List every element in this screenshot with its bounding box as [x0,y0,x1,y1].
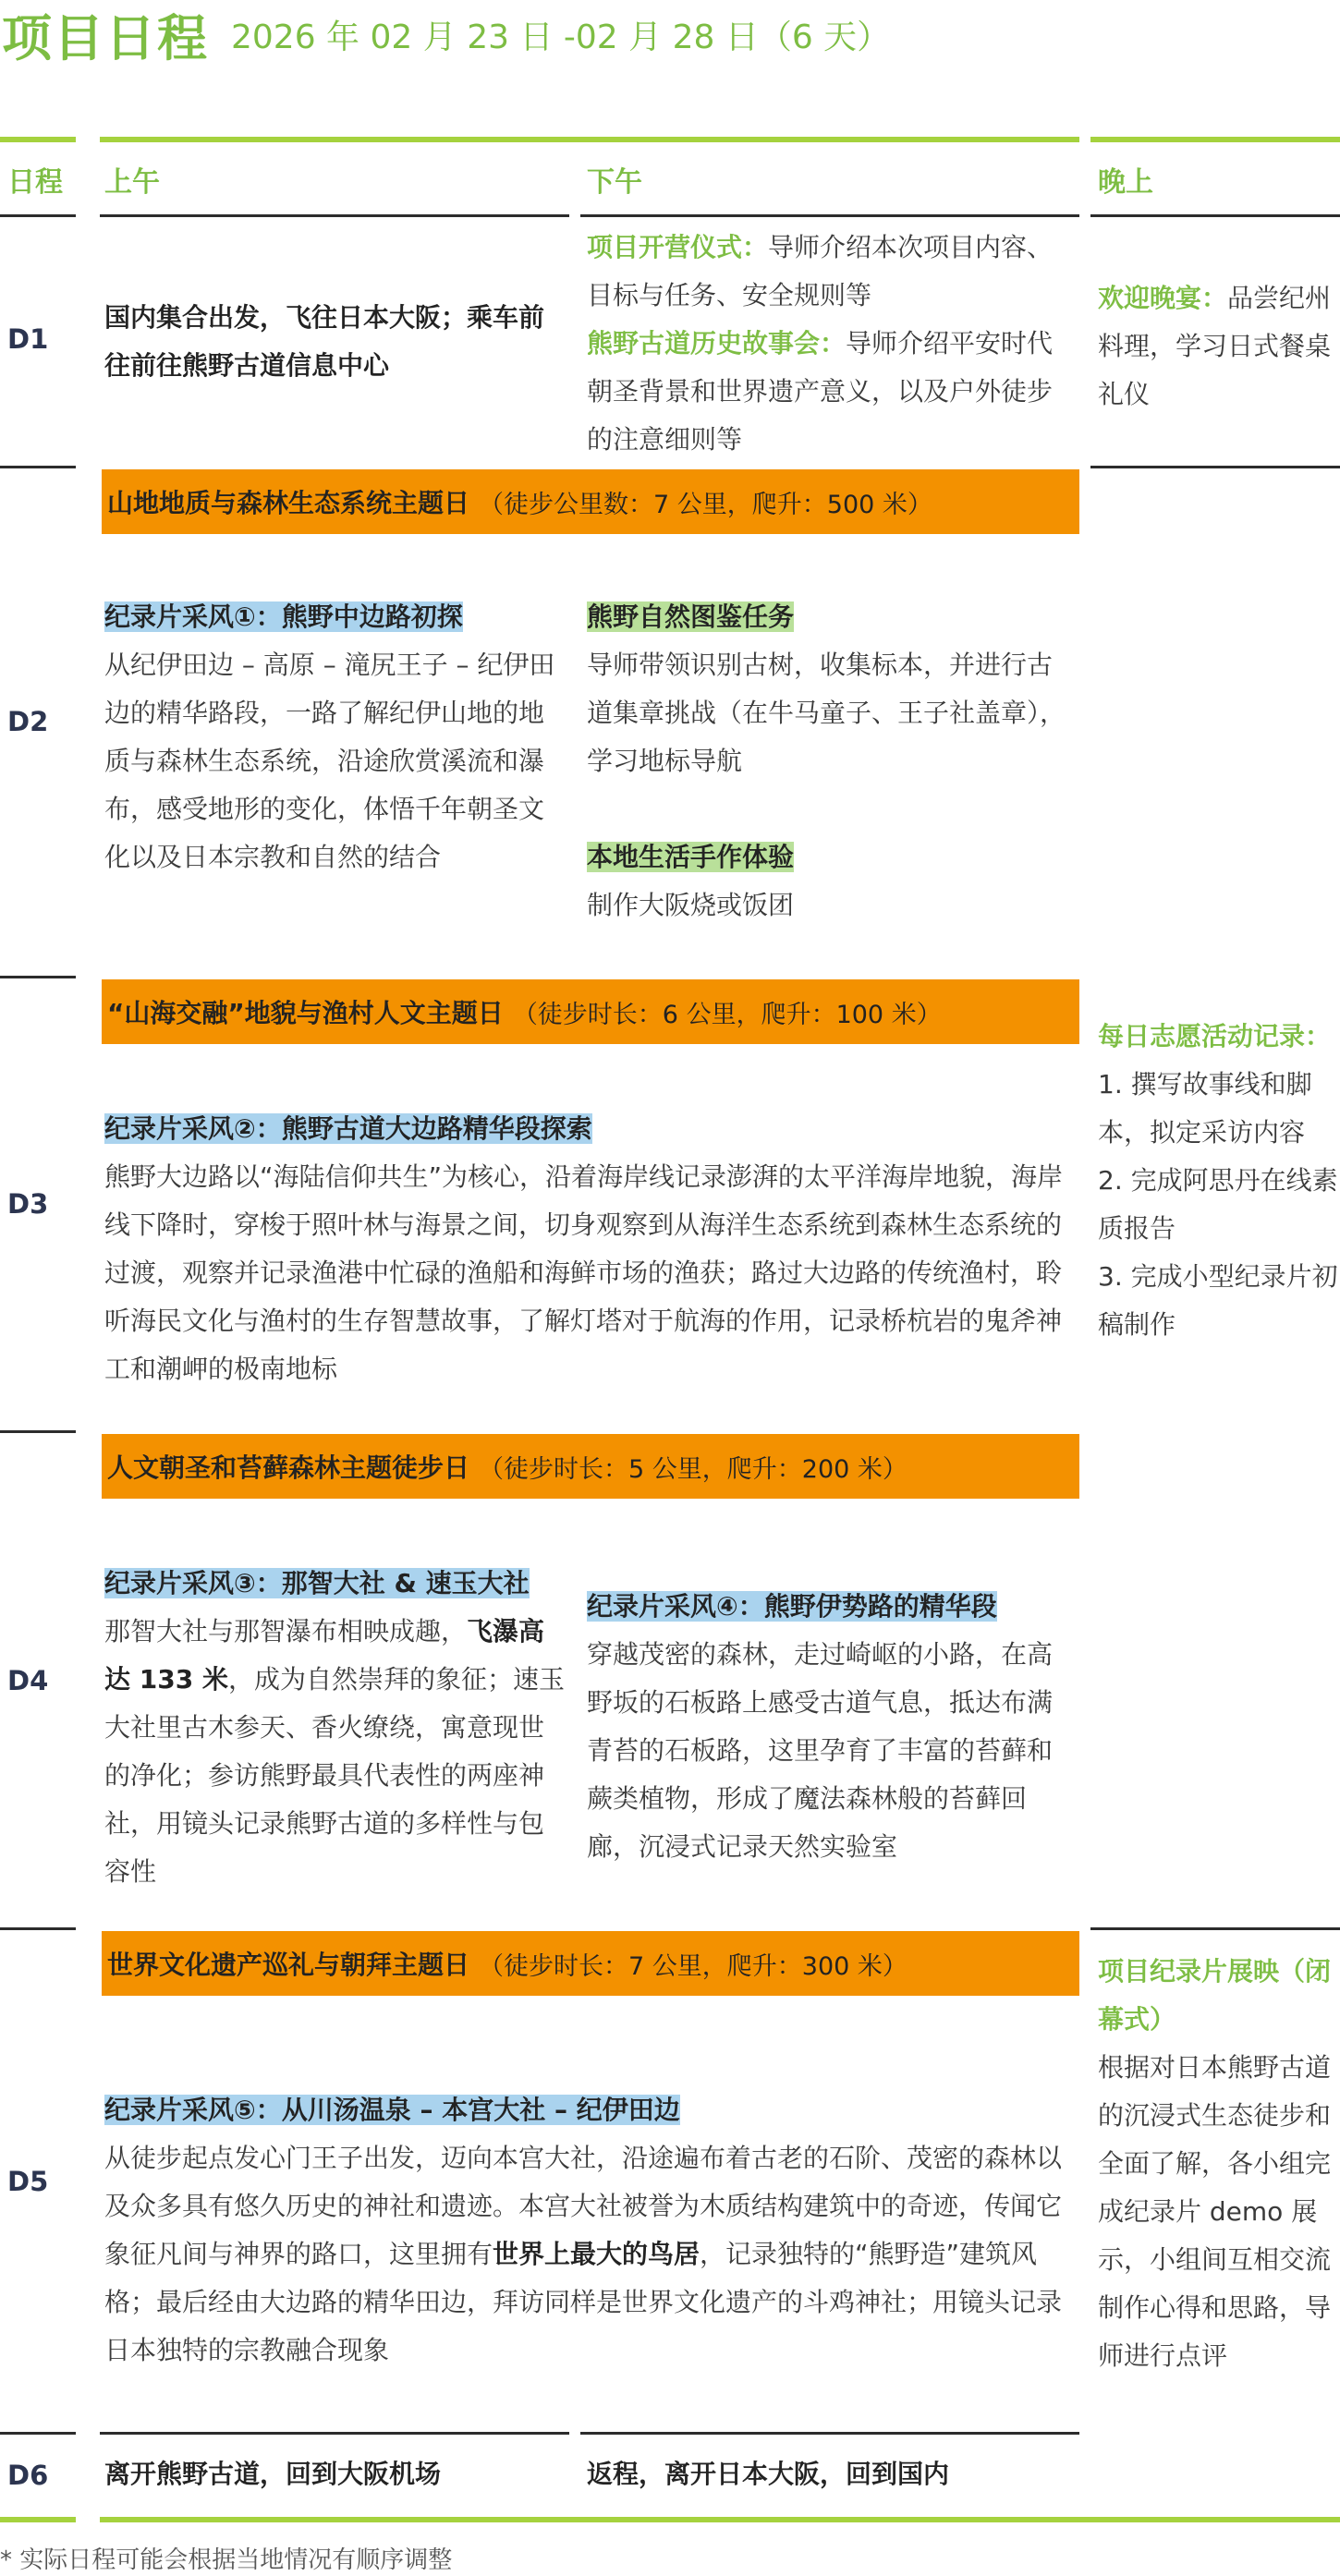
d6-afternoon: 返程，离开日本大阪，回到国内 [587,2459,950,2489]
d1-afternoon-text-2: 导师介绍平安时代朝圣背景和世界遗产意义，以及户外徒步的注意细则等 [587,328,1054,455]
d3-banner-info: （徒步时长：6 公里，爬升：100 米） [512,1000,942,1029]
header-divider [1090,214,1340,217]
d1-afternoon [587,224,1077,464]
screening-title: 项目纪录片展映（闭幕式） [1098,1956,1332,2035]
header-divider [0,214,76,217]
d1-morning-text: 国内集合出发，飞往日本大阪；乘车前往前往熊野古道信息中心 [104,302,545,381]
d4-morning-text-bold: 飞瀑高达 133 米 [104,1616,545,1695]
header-divider [100,214,569,217]
d4-morning [104,1560,566,1896]
d2-afternoon-title-2: 本地生活手作体验 [587,842,795,872]
d4-banner-info: （徒步时长：5 公里，爬升：200 米） [479,1454,908,1484]
d1-afternoon-title-1: 项目开营仪式： [587,232,769,262]
col-header-day: 日程 [7,166,63,199]
d3-activity [104,1105,1079,1393]
page-title: 项目日程 [2,9,209,67]
d5-text-b: ，记录独特的“熊野造”建筑风格；最后经由大边路的精华田边，拜访同样是世界文化遗产的斗鸡神社；用镜头记录日本独特的宗教融合现象 [104,2239,1063,2365]
row-divider [580,2432,1079,2435]
top-rule [0,137,76,142]
day-label: D4 [7,1665,49,1696]
d2-afternoon [587,593,1077,930]
d4-afternoon [587,1583,1077,1871]
d5-banner-title: 世界文化遗产巡礼与朝拜主题日 [107,1950,470,1980]
bottom-rule [0,2517,76,2522]
col-header-evening: 晚上 [1098,166,1153,199]
d4-morning-title: 纪录片采风③：那智大社 & 速玉大社 [104,1568,530,1598]
d5-activity [104,2086,1079,2375]
d2-afternoon-title-1: 熊野自然图鉴任务 [587,601,795,632]
d5-banner-info: （徒步时长：7 公里，爬升：300 米） [479,1951,908,1981]
day-label: D3 [7,1188,49,1220]
volunteer-item-2: 2. 完成阿思丹在线素质报告 [1098,1165,1338,1244]
top-rule [100,137,1079,142]
d2-morning-text: 从纪伊田边 – 高原 – 滝尻王子 – 纪伊田边的精华路段，一路了解纪伊山地的地质与森林生态系统，沿途欣赏溪流和瀑布，感受地形的变化，体悟千年朝圣文化以及日本宗教和自然的结合 [104,650,555,872]
d5-text-a: 从徒步起点发心门王子出发，迈向本宫大社，沿途遍布着古老的石阶、茂密的森林以及众多具有悠久历史的神社和遗迹。本宫大社被誉为木质结构建筑中的奇迹，传闻它象征凡间与神界的路口，这里拥有 [104,2143,1063,2269]
d3-text: 熊野大边路以“海陆信仰共生”为核心，沿着海岸线记录澎湃的太平洋海岸地貌，海岸线下降时，穿梭于照叶林与海景之间，切身观察到从海洋生态系统到森林生态系统的过渡，观察并记录渔港中忙碌的渔船和海鲜市场的渔获；路过大边路的传统渔村，聆听海民文化与渔村的生存智慧故事，了解灯塔对于航海的作用，记录桥杭岩的鬼斧神工和潮岬的极南地标 [104,1161,1064,1384]
d2-afternoon-text-1: 导师带领识别古树，收集标本，并进行古道集章挑战（在牛马童子、王子社盖章），学习地标导航 [587,650,1066,776]
d4-banner-title: 人文朝圣和苔藓森林主题徒步日 [107,1452,470,1483]
date-range: 2026 年 02 月 23 日 -02 月 28 日（6 天） [231,18,891,56]
d2-banner-info: （徒步公里数：7 公里，爬升：500 米） [479,490,932,519]
d6-morning: 离开熊野古道，回到大阪机场 [104,2459,442,2489]
volunteer-record [1098,1013,1338,1349]
d4-afternoon-title: 纪录片采风④：熊野伊势路的精华段 [587,1591,997,1622]
row-divider [100,2432,569,2435]
d3-title: 纪录片采风②：熊野古道大边路精华段探索 [104,1113,592,1144]
volunteer-item-3: 3. 完成小型纪录片初稿制作 [1098,1261,1338,1340]
row-divider [1090,1927,1340,1930]
row-divider [0,466,76,468]
d5-theme-banner [102,1931,1079,1996]
d1-evening [1098,274,1334,419]
volunteer-item-1: 1. 撰写故事线和脚本，拟定采访内容 [1098,1069,1312,1148]
d4-morning-text-a: 那智大社与那智瀑布相映成趣， [104,1616,468,1646]
day-label: D6 [7,2460,49,2491]
volunteer-title: 每日志愿活动记录： [1098,1021,1332,1051]
d4-afternoon-text: 穿越茂密的森林，走过崎岖的小路，在高野坂的石板路上感受古道气息，抵达布满青苔的石板路，这里孕育了丰富的苔藓和蕨类植物，形成了魔法森林般的苔藓回廊，沉浸式记录天然实验室 [587,1639,1054,1862]
d5-title: 纪录片采风⑤：从川汤温泉 – 本宫大社 – 纪伊田边 [104,2095,680,2125]
day-label: D2 [7,706,49,737]
row-divider [0,1430,76,1433]
col-header-morning: 上午 [104,166,160,199]
row-divider [0,1927,76,1930]
header-divider [580,214,1079,217]
d2-afternoon-text-2: 制作大阪烧或饭团 [587,890,795,920]
screening-text: 根据对日本熊野古道的沉浸式生态徒步和全面了解，各小组完成纪录片 demo 展示，小组间互相交流制作心得和思路，导师进行点评 [1098,2052,1332,2371]
d2-morning [104,593,566,881]
d2-morning-title: 纪录片采风①：熊野中边路初探 [104,601,463,632]
d1-evening-text: 品尝纪州料理，学习日式餐桌礼仪 [1098,283,1332,409]
d1-afternoon-text-1: 导师介绍本次项目内容、目标与任务、安全规则等 [587,232,1054,310]
bottom-rule [100,2517,1340,2522]
d4-morning-text-b: ，成为自然崇拜的象征；速玉大社里古木参天、香火缭绕，寓意现世的净化；参访熊野最具代表性的两座神社，用镜头记录熊野古道的多样性与包容性 [104,1664,565,1887]
d3-theme-banner [102,979,1079,1044]
d2-banner-title: 山地地质与森林生态系统主题日 [107,488,470,518]
footnote: * 实际日程可能会根据当地情况有顺序调整 [0,2546,453,2574]
d1-afternoon-title-2: 熊野古道历史故事会： [587,328,847,358]
d3-banner-title: “山海交融”地貌与渔村人文主题日 [107,998,504,1028]
d1-morning [104,294,566,390]
day-label: D5 [7,2166,49,2197]
row-divider [0,2432,76,2435]
screening-block [1098,1948,1338,2380]
row-divider [0,976,76,978]
day-label: D1 [7,323,49,355]
page-header [2,0,890,69]
d2-theme-banner [102,469,1079,534]
col-header-afternoon: 下午 [587,166,642,199]
d4-theme-banner [102,1434,1079,1499]
d1-evening-title: 欢迎晚宴： [1098,283,1228,313]
d5-text-bold: 世界上最大的鸟居 [493,2239,700,2269]
row-divider [1090,466,1340,468]
top-rule [1090,137,1340,142]
